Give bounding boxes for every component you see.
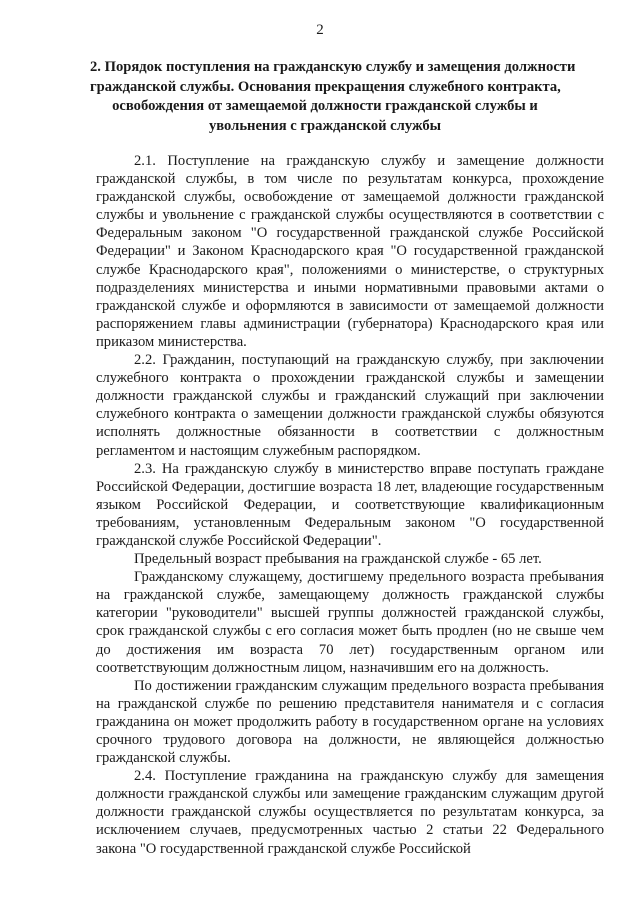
page-number: 2 [316,22,324,38]
section-heading [90,58,576,136]
paragraph-2-2: 2.2. Гражданин, поступающий на гражданскую службу, при заключении служебного контракта о прохождении гражданской службы и замещении должности гражданской службы и гражданский служащий при заключении служебного контракта о замещении должности гражданской службы обязуются исполнять должностные обязанности в соответствии с должностным регламентом и настоящим служебным распорядком. [96,352,604,459]
paragraph-2-1: 2.1. Поступление на гражданскую службу и замещение должности гражданской службы, в том числе по результатам конкурса, прохождение гражданской службы, освобождение от замещаемой должности гражданской службы и увольнение с гражданской службы осуществляются в соответствии с Федеральным законом "О государственной гражданской службе Российской Федерации" и Законом Краснодарского края "О государственной гражданской службе Краснодарского края", положениями о министерстве, о структурных подразделениях министерства и иными нормативными правовыми актами о гражданской службе и оформляются в зависимости от замещаемой должности распоряжением главы администрации (губернатора) Краснодарского края или приказом министерства. [96,153,604,350]
section-heading-line: 2. Порядок поступления на гражданскую службу и замещения должности [90,59,576,75]
document-body [96,152,604,858]
paragraph-2-3: 2.3. На гражданскую службу в министерство вправе поступать граждане Российской Федерации, достигшие возраста 18 лет, владеющие государственным языком Российской Федерации, и соответствующие квалификационным требованиям, установленным Федеральным законом "О государственной гражданской службе Российской Федерации". [96,460,604,549]
paragraph-extension: Гражданскому служащему, достигшему предельного возраста пребывания на гражданской службе, замещающему должность гражданской службы категории "руководители" высшей группы должностей гражданской службы, срок гражданской службы с его согласия может быть продлен (но не свыше чем до достижения им возраста 70 лет) государственным органом или соответствующим должностным лицом, назначившим его на должность. [96,569,604,676]
section-heading-line: освобождения от замещаемой должности гражданской службы и [112,98,538,114]
section-heading-line: увольнения с гражданской службы [208,117,442,134]
paragraph-2-4: 2.4. Поступление гражданина на гражданскую службу для замещения должности гражданской службы или замещение гражданским служащим другой должности гражданской службы осуществляется по результатам конкурса, за исключением случаев, предусмотренных частью 2 статьи 22 Федерального закона "О государственной гражданской службе Российской [96,768,604,857]
section-heading-line: гражданской службы. Основания прекращения служебного контракта, [90,78,561,95]
paragraph-after-limit: По достижении гражданским служащим предельного возраста пребывания на гражданской службе по решению представителя нанимателя и с согласия гражданина он может продолжить работу в государственном органе на условиях срочного трудового договора на должности, не являющейся должностью гражданской службы. [96,677,604,767]
paragraph-age-limit: Предельный возраст пребывания на гражданской службе - 65 лет. [134,551,542,568]
